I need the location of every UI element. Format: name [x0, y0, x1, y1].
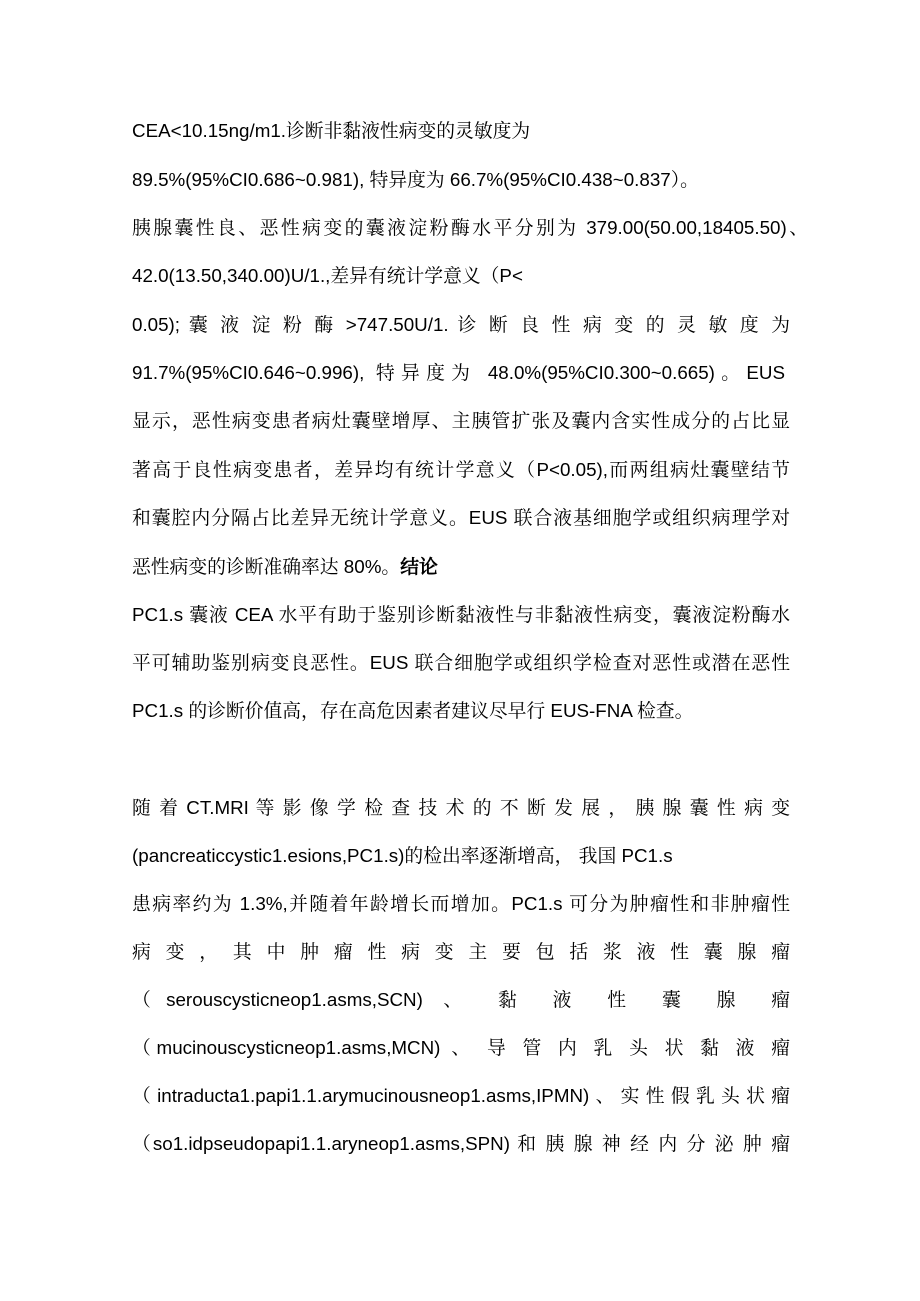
text-line: 0.05); 囊 液 淀 粉 酶 >747.50U/1. 诊 断 良 性 病 变 的 灵 敏 度 为 — [132, 314, 790, 335]
text-line: 显示，恶性病变患者病灶囊壁增厚、主胰管扩张及囊内含实性成分的占比显 — [132, 410, 790, 431]
text-line: PC1.s 的诊断价值高，存在高危因素者建议尽早行 EUS-FNA 检查。 — [132, 700, 694, 721]
text-line: 病 变 ， 其 中 肿 瘤 性 病 变 主 要 包 括 浆 液 性 囊 腺 瘤 — [132, 941, 790, 962]
text-line-content: 恶性病变的诊断准确率达 80%。 — [132, 556, 401, 577]
text-line: （so1.idpseudopapi1.1.aryneop1.asms,SPN) 和 胰 腺 神 经 内 分 泌 肿 瘤 — [132, 1133, 790, 1154]
text-line: 平可辅助鉴别病变良恶性。EUS 联合细胞学或组织学检查对恶性或潜在恶性 — [132, 652, 790, 673]
text-line: 42.0(13.50,340.00)U/1.,差异有统计学意义（P< — [132, 265, 523, 286]
text-line: (pancreaticcystic1.esions,PC1.s)的检出率逐渐增高， 我国 PC1.s — [132, 845, 673, 866]
text-line: （mucinouscysticneop1.asms,MCN) 、 导 管 内 乳 头 状 黏 液 瘤 — [132, 1037, 790, 1058]
text-line: 随 着 CT.MRI 等 影 像 学 检 查 技 术 的 不 断 发 展 ， 胰 腺 囊 性 病 变 — [132, 797, 790, 818]
text-line: 89.5%(95%CI0.686~0.981), 特异度为 66.7%(95%CI0.438~0.837）。 — [132, 169, 699, 190]
text-line: CEA<10.15ng/m1.诊断非黏液性病变的灵敏度为 — [132, 120, 531, 141]
conclusion-heading: 结论 — [400, 556, 438, 577]
text-line: （intraducta1.papi1.1.arymucinousneop1.asms,IPMN)、实性假乳头状瘤 — [132, 1085, 790, 1106]
text-line: 著高于良性病变患者，差异均有统计学意义（P<0.05),而两组病灶囊壁结节 — [132, 459, 790, 480]
text-line: 患病率约为 1.3%,并随着年龄增长而增加。PC1.s 可分为肿瘤性和非肿瘤性 — [132, 893, 790, 914]
text-line: 91.7%(95%CI0.646~0.996), 特异度为 48.0%(95%CI0.300~0.665)。EUS — [132, 362, 785, 383]
text-line: 胰腺囊性良、恶性病变的囊液淀粉酶水平分别为 379.00(50.00,18405.50)、 — [132, 217, 808, 238]
text-line — [132, 555, 438, 579]
text-line: （serouscysticneop1.asms,SCN) 、 黏 液 性 囊 腺 瘤 — [132, 989, 790, 1010]
text-line: PC1.s 囊液 CEA 水平有助于鉴别诊断黏液性与非黏液性病变，囊液淀粉酶水 — [132, 604, 790, 625]
text-line: 和囊腔内分隔占比差异无统计学意义。EUS 联合液基细胞学或组织病理学对 — [132, 507, 790, 528]
